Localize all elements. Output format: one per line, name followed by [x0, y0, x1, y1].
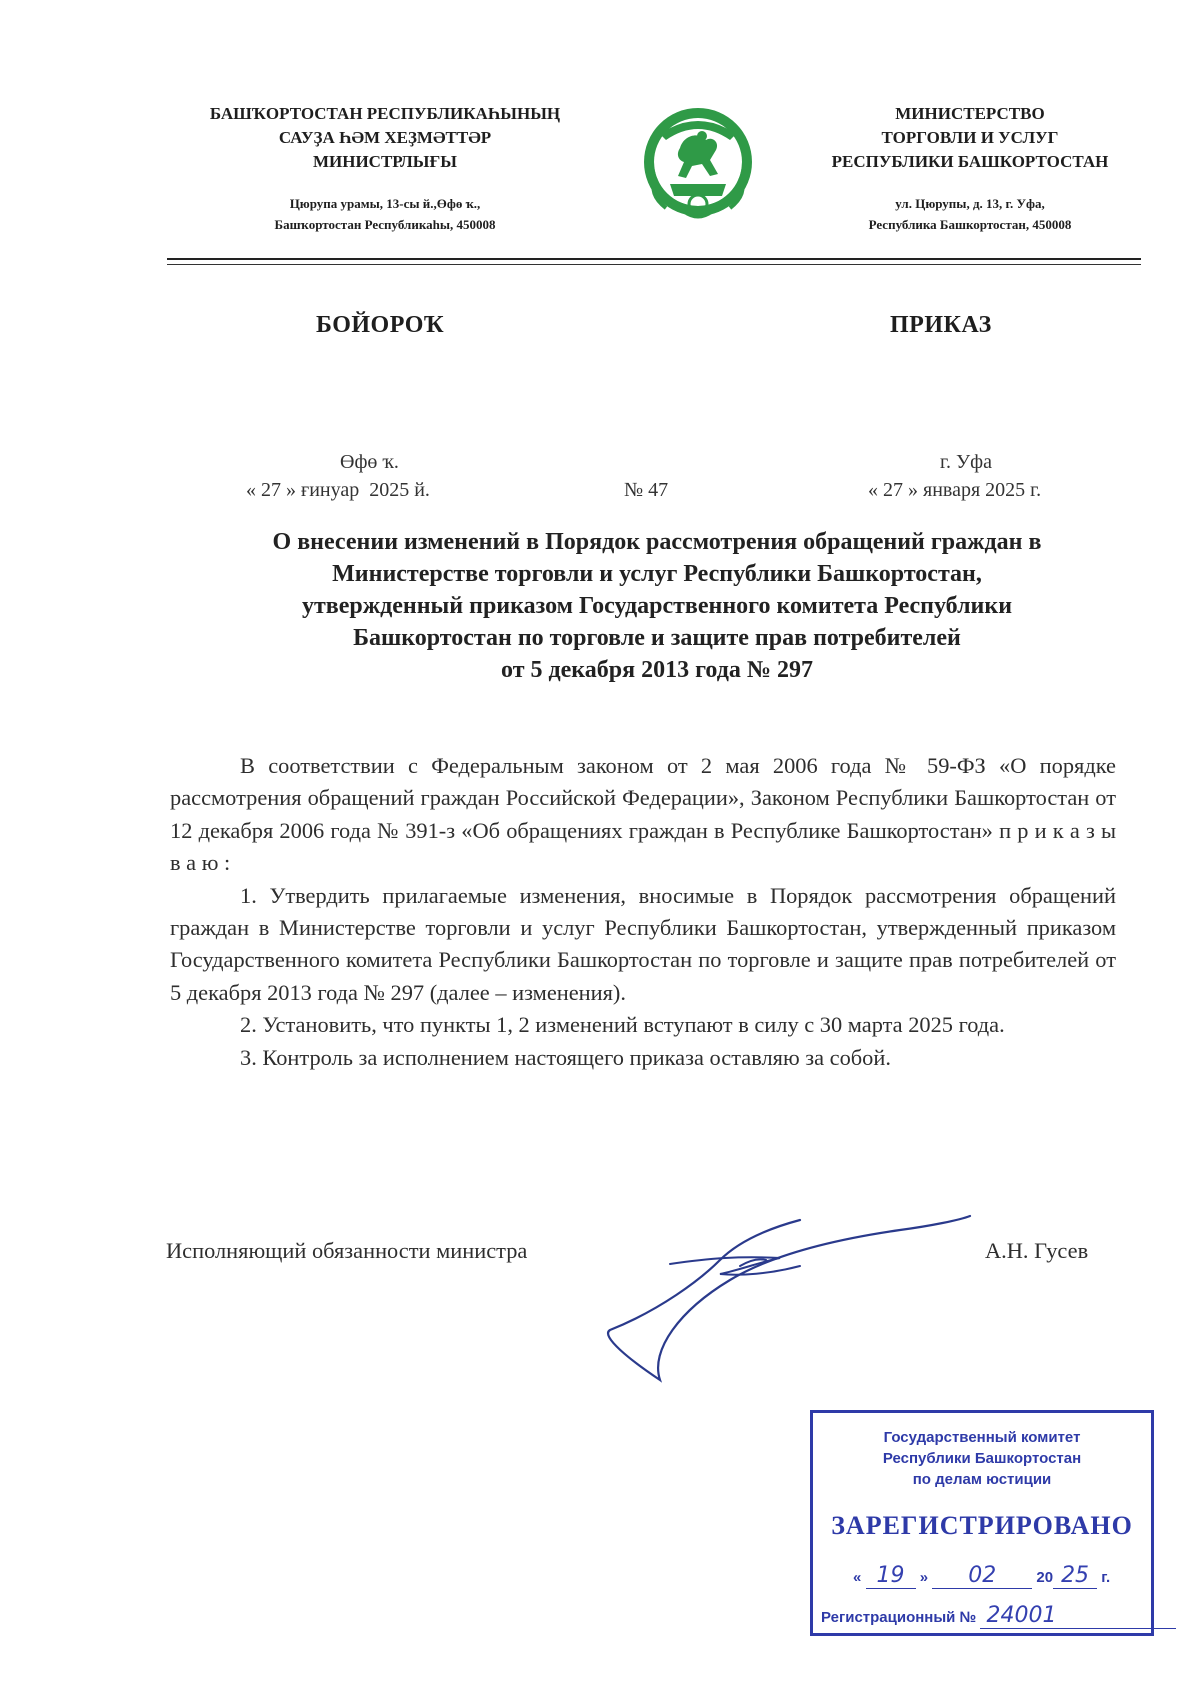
stamp-org-line-2: Республики Башкортостан [882, 1450, 1082, 1467]
header-right-address-line-2: Республика Башкортостан, 450008 [868, 217, 1072, 232]
title-line-2: Министерстве торговли и услуг Республики Башкортостан, [332, 561, 982, 587]
header-left-line-2: САУҘА ҺӘМ ХЕҘМӘТТӘР [278, 128, 492, 147]
body-item-2: 2. Установить, что пункты 1, 2 изменений вступают в силу с 30 марта 2025 года. [240, 1012, 1005, 1038]
document-body [170, 750, 1116, 1074]
stamp-org-line-1: Государственный комитет [883, 1429, 1081, 1446]
doc-type-bashkir: БОЙОРОҠ [316, 312, 445, 338]
stamp-quote-open: « [853, 1569, 862, 1586]
dateline-right-date: « 27 » января 2025 г. [868, 479, 1042, 501]
signatory-name: А.Н. Гусев [985, 1238, 1089, 1263]
header-right-address [795, 193, 1145, 235]
doc-type-russian: ПРИКАЗ [890, 312, 992, 338]
dateline-left-date: « 27 » ғинуар 2025 й. [246, 479, 430, 501]
header-left-line-1: БАШҠОРТОСТАН РЕСПУБЛИКАҺЫНЫҢ [209, 104, 561, 123]
header-left-address-line-1: Цюрупа урамы, 13-сы й.,Өфө ҡ., [289, 196, 481, 211]
stamp-quote-close: » [919, 1569, 929, 1586]
header-right-line-1: МИНИСТЕРСТВО [895, 104, 1045, 123]
registration-stamp [810, 1410, 1154, 1636]
stamp-date [853, 1563, 1110, 1589]
header-left-address-line-2: Башҡортостан Республикаһы, 450008 [274, 217, 496, 232]
dateline-right-city: г. Уфа [940, 451, 992, 473]
signatory-position: Исполняющий обязанности министра [166, 1238, 528, 1263]
body-preamble [170, 750, 1116, 880]
header-left-name [160, 102, 610, 174]
stamp-year-suffix: 25 [1053, 1563, 1097, 1589]
header-right-address-line-1: ул. Цюрупы, д. 13, г. Уфа, [895, 196, 1045, 211]
header-right-line-3: РЕСПУБЛИКИ БАШКОРТОСТАН [831, 152, 1109, 171]
header-left-line-3: МИНИСТРЛЫҒЫ [312, 152, 458, 171]
stamp-year-prefix: 20 [1036, 1569, 1054, 1586]
stamp-status: ЗАРЕГИСТРИРОВАНО [831, 1511, 1133, 1540]
header-divider-thin [167, 264, 1141, 265]
header-divider-thick [167, 258, 1141, 260]
title-line-3: утвержденный приказом Государственного комитета Республики [301, 593, 1013, 619]
header-left-address [160, 193, 610, 235]
stamp-year-unit: г. [1101, 1569, 1111, 1586]
header-right-name [790, 102, 1150, 174]
stamp-month: 02 [932, 1563, 1032, 1589]
stamp-reg-label: Регистрационный № [821, 1609, 977, 1626]
title-line-1: О внесении изменений в Порядок рассмотрения обращений граждан в [272, 529, 1042, 555]
dateline-left-city: Өфө ҡ. [340, 451, 399, 473]
stamp-org-line-3: по делам юстиции [912, 1471, 1052, 1488]
coat-of-arms-emblem [640, 104, 756, 226]
stamp-registration [821, 1603, 1176, 1629]
title-line-5: от 5 декабря 2013 года № 297 [501, 657, 813, 683]
dateline-number: № 47 [624, 479, 669, 501]
title-line-4: Башкортостан по торговле и защите прав потребителей [353, 625, 961, 651]
body-item-3: 3. Контроль за исполнением настоящего приказа оставляю за собой. [240, 1044, 891, 1070]
order-word: п р и к а з ы в а ю : [170, 817, 1117, 876]
handwritten-signature [590, 1200, 1000, 1400]
stamp-organization [813, 1427, 1151, 1490]
stamp-reg-number: 24001 [980, 1603, 1176, 1629]
preamble-text: В соответствии с Федеральным законом от 2 мая 2006 года № 59-ФЗ «О порядке рассмотрения обращений граждан Российской Федерации», Законом Республики Башкортостан от 12 декабря 2006 года № 391-з «Об обращениях граждан в Республике Башкортостан» [170, 753, 1116, 843]
document-title [150, 526, 1164, 686]
header-right-line-2: ТОРГОВЛИ И УСЛУГ [881, 128, 1059, 147]
stamp-day: 19 [866, 1563, 916, 1589]
body-item-1: 1. Утвердить прилагаемые изменения, вносимые в Порядок рассмотрения обращений граждан в Министерстве торговли и услуг Республики Башкортостан, утвержденный приказом Государственного комитета Республики Башкортостан по торговле и защите прав потребителей от 5 декабря 2013 года № 297 (далее – изменения). [170, 882, 1116, 1005]
